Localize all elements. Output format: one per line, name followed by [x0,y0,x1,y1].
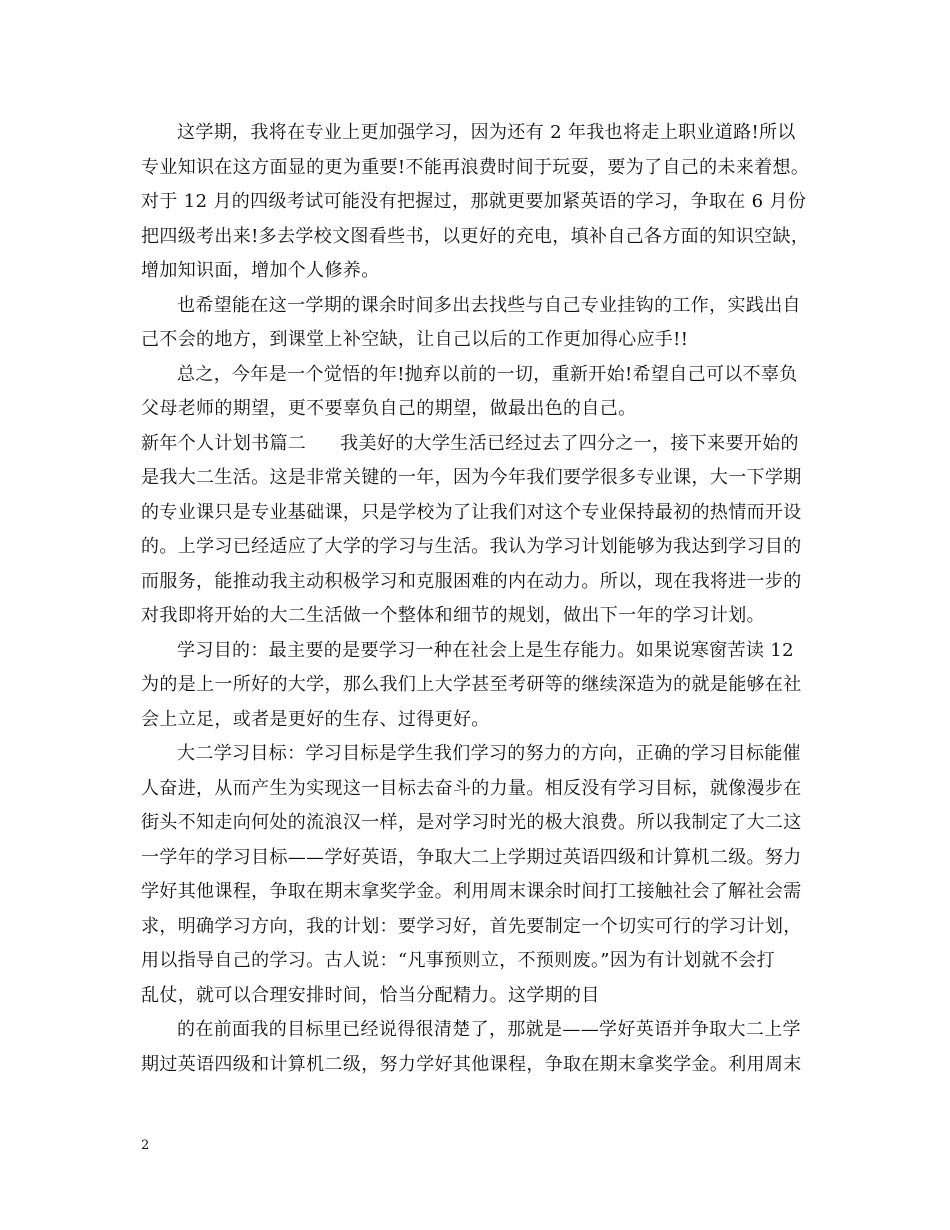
text-line: 己不会的地方，到课堂上补空缺，让自己以后的工作更加得心应手!! [141,329,689,350]
text-line: 期过英语四级和计算机二级，努力学好其他课程，争取在期末拿奖学金。利用周末 [141,1053,802,1075]
text-line: 父母老师的期望，更不要辜负自己的期望，做最出色的自己。 [141,398,637,419]
text-line: 一学年的学习目标——学好英语，争取大二上学期过英语四级和计算机二级。努力 [141,846,802,868]
text-line: 的专业课只是专业基础课，只是学校为了让我们对这个专业保持最初的热情而开设 [141,501,802,523]
text-line: 大二学习目标：学习目标是学生我们学习的努力的方向，正确的学习目标能催 [177,743,801,764]
text-line: 求，明确学习方向，我的计划：要学习好，首先要制定一个切实可行的学习计划， [141,915,802,937]
text-line: 会上立足，或者是更好的生存、过得更好。 [141,708,490,730]
text-line: 人奋进，从而产生为实现这一目标去奋斗的力量。相反没有学习目标，就像漫步在 [141,777,802,799]
text-line: 对于 12 月的四级考试可能没有把握过，那就更要加紧英语的学习，争取在 6 月份 [141,191,807,212]
text-line: 而服务，能推动我主动积极学习和克服困难的内在动力。所以，现在我将进一步的 [141,570,802,592]
text-line: 用以指导自己的学习。古人说：“凡事预则立，不预则废。”因为有计划就不会打 [141,950,776,971]
text-line: 总之，今年是一个觉悟的年!抛弃以前的一切，重新开始!希望自己可以不辜负 [177,363,798,385]
text-line: 这学期，我将在专业上更加强学习，因为还有 2 年我也将走上职业道路!所以 [177,122,796,143]
text-line: 专业知识在这方面显的更为重要!不能再浪费时间于玩耍，要为了自己的未来着想。 [141,156,810,178]
text-line: 学好其他课程，争取在期末拿奖学金。利用周末课余时间打工接触社会了解社会需 [141,881,802,902]
text-line: 增加知识面，增加个人修养。 [141,260,380,281]
document-body [141,116,811,1082]
text-line: 的。上学习已经适应了大学的学习与生活。我认为学习计划能够为我达到学习目的 [141,536,802,557]
page-number: 2 [141,1138,150,1153]
text-line: 街头不知走向何处的流浪汉一样，是对学习时光的极大浪费。所以我制定了大二这 [141,812,802,833]
text-line: 学习目的：最主要的是要学习一种在社会上是生存能力。如果说寒窗苦读 12 [177,639,794,661]
text-line: 为的是上一所好的大学，那么我们上大学甚至考研等的继续深造为的就是能够在社 [141,674,802,695]
text-line: 把四级考出来!多去学校文图看些书，以更好的充电，填补自己各方面的知识空缺， [141,225,810,247]
section-heading-line [141,427,811,462]
text-line: 的在前面我的目标里已经说得很清楚了，那就是——学好英语并争取大二上学 [177,1019,801,1040]
text-line: 对我即将开始的大二生活做一个整体和细节的规划，做出下一年的学习计划。 [141,605,765,626]
section-heading: 新年个人计划书篇二 [141,432,307,454]
text-line: 乱仗，就可以合理安排时间，恰当分配精力。这学期的目 [141,984,600,1006]
text-line: 我美好的大学生活已经过去了四分之一，接下来要开始的 [340,432,799,454]
text-line: 是我大二生活。这是非常关键的一年，因为今年我们要学很多专业课，大一下学期 [141,467,802,488]
text-line: 也希望能在这一学期的课余时间多出去找些与自己专业挂钩的工作，实践出自 [177,294,801,316]
